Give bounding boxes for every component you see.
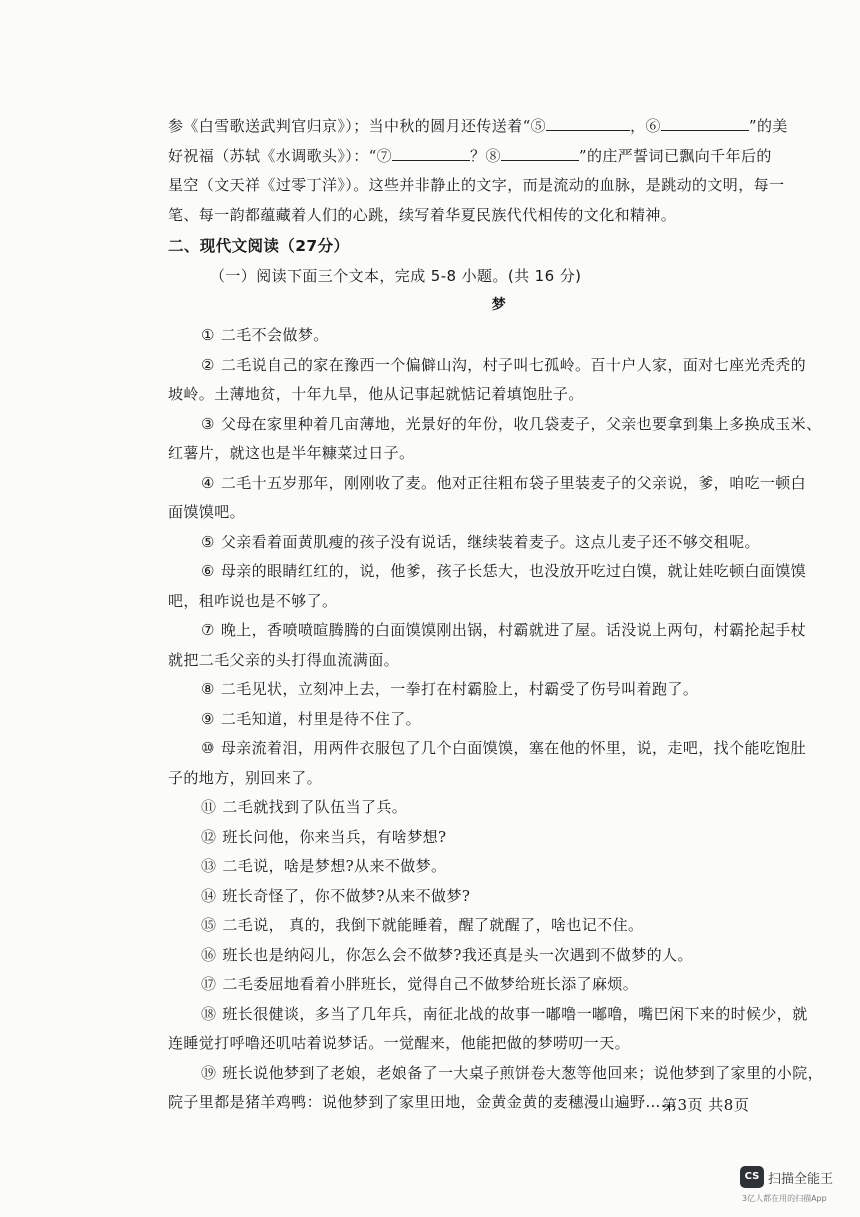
paragraph-number: ⑱ [201, 1004, 217, 1023]
paragraph-line [168, 1000, 830, 1030]
paragraph-line [168, 498, 830, 528]
paragraph-text: 二毛十五岁那年，刚刚收了麦。他对正往粗布袋子里装麦子的父亲说，爹，咱吃一顿白 [220, 473, 807, 492]
paragraph-text: 吧，租咋说也是不够了。 [168, 591, 338, 610]
scanner-logo-icon: CS [740, 1166, 764, 1188]
paragraph-line [168, 380, 830, 410]
paragraph-text: 连睡觉打呼噜还叽咕着说梦话。一觉醒来，他能把做的梦唠叨一天。 [168, 1034, 631, 1052]
story-paragraph [168, 941, 830, 971]
paragraph-line [168, 970, 830, 1000]
answer-blank-6 [661, 116, 749, 131]
paragraph-line [168, 528, 830, 558]
story-paragraph [168, 675, 830, 705]
paragraph-text: 二毛委屈地看着小胖班长，觉得自己不做梦给班长添了麻烦。 [222, 975, 639, 993]
answer-blank-7 [392, 146, 470, 161]
paragraph-line [168, 734, 830, 764]
paragraph-line [168, 587, 830, 617]
paragraph-text: 父亲看着面黄肌瘦的孩子没有说话，继续装着麦子。这点儿麦子还不够交租呢。 [220, 532, 760, 551]
paragraph-number: ⑭ [201, 886, 217, 905]
answer-blank-8 [501, 146, 579, 161]
paragraph-line [168, 469, 830, 499]
scanner-watermark [740, 1166, 850, 1206]
paragraph-number: ⑮ [201, 916, 217, 934]
paragraph-text: 父母在家里种着几亩薄地，光景好的年份，收几袋麦子，父亲也要拿到集上多换成玉米、 [220, 414, 822, 433]
paragraph-line [168, 557, 830, 587]
paragraph-line [168, 675, 830, 705]
story-paragraph [168, 616, 830, 675]
paragraph-text: 面馍馍吧。 [168, 503, 246, 521]
paragraph-text: 晚上，香喷喷暄腾腾的白面馍馍刚出锅，村霸就进了屋。话没说上两句，村霸抡起手杖 [220, 621, 807, 639]
story-paragraph [168, 970, 830, 1000]
paragraph-line [168, 852, 830, 882]
story-paragraph [168, 852, 830, 882]
paragraph-number: ⑪ [201, 798, 217, 816]
paragraph-number: ① [201, 326, 215, 344]
paragraph-line [168, 410, 830, 440]
story-paragraph [168, 1000, 830, 1059]
page-content [168, 112, 830, 1118]
paragraph-line [168, 911, 830, 941]
paragraph-text: 母亲流着泪，用两件衣服包了几个白面馍馍，塞在他的怀里，说，走吧，找个能吃饱肚 [220, 739, 807, 757]
paragraph-text: 二毛说，啥是梦想?从来不做梦。 [222, 857, 447, 875]
paragraph-text: 母亲的眼睛红红的，说，他爹，孩子长恁大，也没放开吃过白馍，就让娃吃顿白面馍馍 [220, 562, 807, 580]
paragraph-number: ⑥ [201, 562, 215, 580]
paragraph-text: 班长问他，你来当兵，有啥梦想? [222, 827, 447, 846]
paragraph-line [168, 793, 830, 823]
section-title: 二、现代文阅读（27分） [168, 237, 350, 255]
paragraph-text: 班长奇怪了，你不做梦?从来不做梦? [222, 886, 471, 905]
story-paragraph [168, 410, 830, 469]
paragraph-line [168, 823, 830, 853]
paragraph-text: 二毛不会做梦。 [220, 326, 329, 344]
answer-blank-5 [546, 116, 630, 131]
paragraph-text: 班长很健谈，多当了几年兵，南征北战的故事一嘟噜一嘟噜，嘴巴闲下来的时候少，就 [222, 1004, 808, 1023]
paragraph-line [168, 439, 830, 469]
paragraph-text: 坡岭。土薄地贫，十年九旱，他从记事起就惦记着填饱肚子。 [168, 385, 584, 403]
story-paragraph [168, 882, 830, 912]
paragraph-number: ③ [201, 414, 215, 433]
story-paragraph [168, 321, 830, 351]
paragraph-text: 院子里都是猪羊鸡鸭：说他梦到了家里田地，金黄金黄的麦穗漫山遍野…… [168, 1093, 677, 1111]
scanner-app-name: 扫描全能王 [768, 1172, 834, 1187]
paragraph-text: 红薯片，就这也是半年糠菜过日子。 [168, 444, 415, 462]
paragraph-text: 二毛知道，村里是待不住了。 [220, 709, 422, 728]
paragraph-number: ⑧ [201, 680, 215, 698]
story-paragraph [168, 351, 830, 410]
intro-line-4: 笔、每一韵都蕴藏着人们的心跳，续写着华夏民族代代相传的文化和精神。 [168, 205, 677, 224]
paragraph-line [168, 705, 830, 735]
paragraph-text: 子的地方，别回来了。 [168, 768, 323, 787]
paragraph-line [168, 882, 830, 912]
story-paragraph [168, 734, 830, 793]
paragraph-number: ⑨ [201, 709, 215, 728]
story-paragraph [168, 705, 830, 735]
intro-line-3: 星空（文天祥《过零丁洋》）。这些并非静止的文字，而是流动的血脉，是跳动的文明，每一 [168, 176, 785, 194]
paragraph-text: 班长也是纳闷儿，你怎么会不做梦?我还真是头一次遇到不做梦的人。 [222, 945, 693, 964]
subsection-title: （一）阅读下面三个文本，完成 5-8 小题。(共 16 分) [210, 266, 582, 285]
story-paragraph [168, 557, 830, 616]
story-paragraph [168, 793, 830, 823]
paragraph-line [168, 764, 830, 794]
paragraph-line [168, 1059, 830, 1089]
paragraph-text: 二毛见状，立刻冲上去，一拳打在村霸脸上，村霸受了伤号叫着跑了。 [220, 680, 699, 698]
paragraph-line [168, 351, 830, 381]
paragraph-text: 二毛就找到了队伍当了兵。 [222, 798, 408, 816]
story-title: 梦 [491, 297, 507, 313]
paragraph-text: 二毛说自己的家在豫西一个偏僻山沟，村子叫七孤岭。百十户人家，面对七座光秃秃的 [220, 355, 807, 374]
story-paragraph [168, 911, 830, 941]
paragraph-number: ⑬ [201, 857, 217, 875]
paragraph-number: ⑯ [201, 945, 217, 964]
paragraph-line [168, 1029, 830, 1059]
paragraph-line [168, 616, 830, 646]
paragraph-line [168, 941, 830, 971]
page-number: 第3页 共8页 [662, 1096, 750, 1114]
paragraph-text: 就把二毛父亲的头打得血流满面。 [168, 650, 400, 669]
paragraph-number: ② [201, 355, 215, 374]
paragraph-number: ⑦ [201, 621, 215, 639]
story-paragraph [168, 823, 830, 853]
intro-line-2: 好祝福（苏轼《水调歌头》）：“⑦ ？⑧ ”的庄严誓词已飘向千年后的 [168, 146, 772, 165]
paragraph-number: ④ [201, 473, 215, 492]
paragraph-text: 班长说他梦到了老娘，老娘备了一大桌子煎饼卷大葱等他回来；说他梦到了家里的小院， [222, 1063, 824, 1082]
paragraph-number: ⑤ [201, 532, 215, 551]
scanner-tagline: 3亿人都在用的扫描App [742, 1194, 827, 1203]
story-paragraph [168, 469, 830, 528]
paragraph-line [168, 646, 830, 676]
paragraph-line [168, 321, 830, 351]
paragraph-number: ⑰ [201, 975, 217, 993]
paragraph-number: ⑫ [201, 827, 217, 846]
intro-line-1: 参《白雪歌送武判官归京》）；当中秋的圆月还传送着“⑤ ，⑥ ”的美 [168, 117, 788, 135]
story-paragraph [168, 528, 830, 558]
paragraph-number: ⑲ [201, 1063, 217, 1082]
paragraph-text: 二毛说， 真的，我倒下就能睡着，醒了就醒了，啥也记不住。 [222, 916, 644, 934]
story-paragraphs [168, 321, 830, 1118]
paragraph-number: ⑩ [201, 739, 215, 757]
